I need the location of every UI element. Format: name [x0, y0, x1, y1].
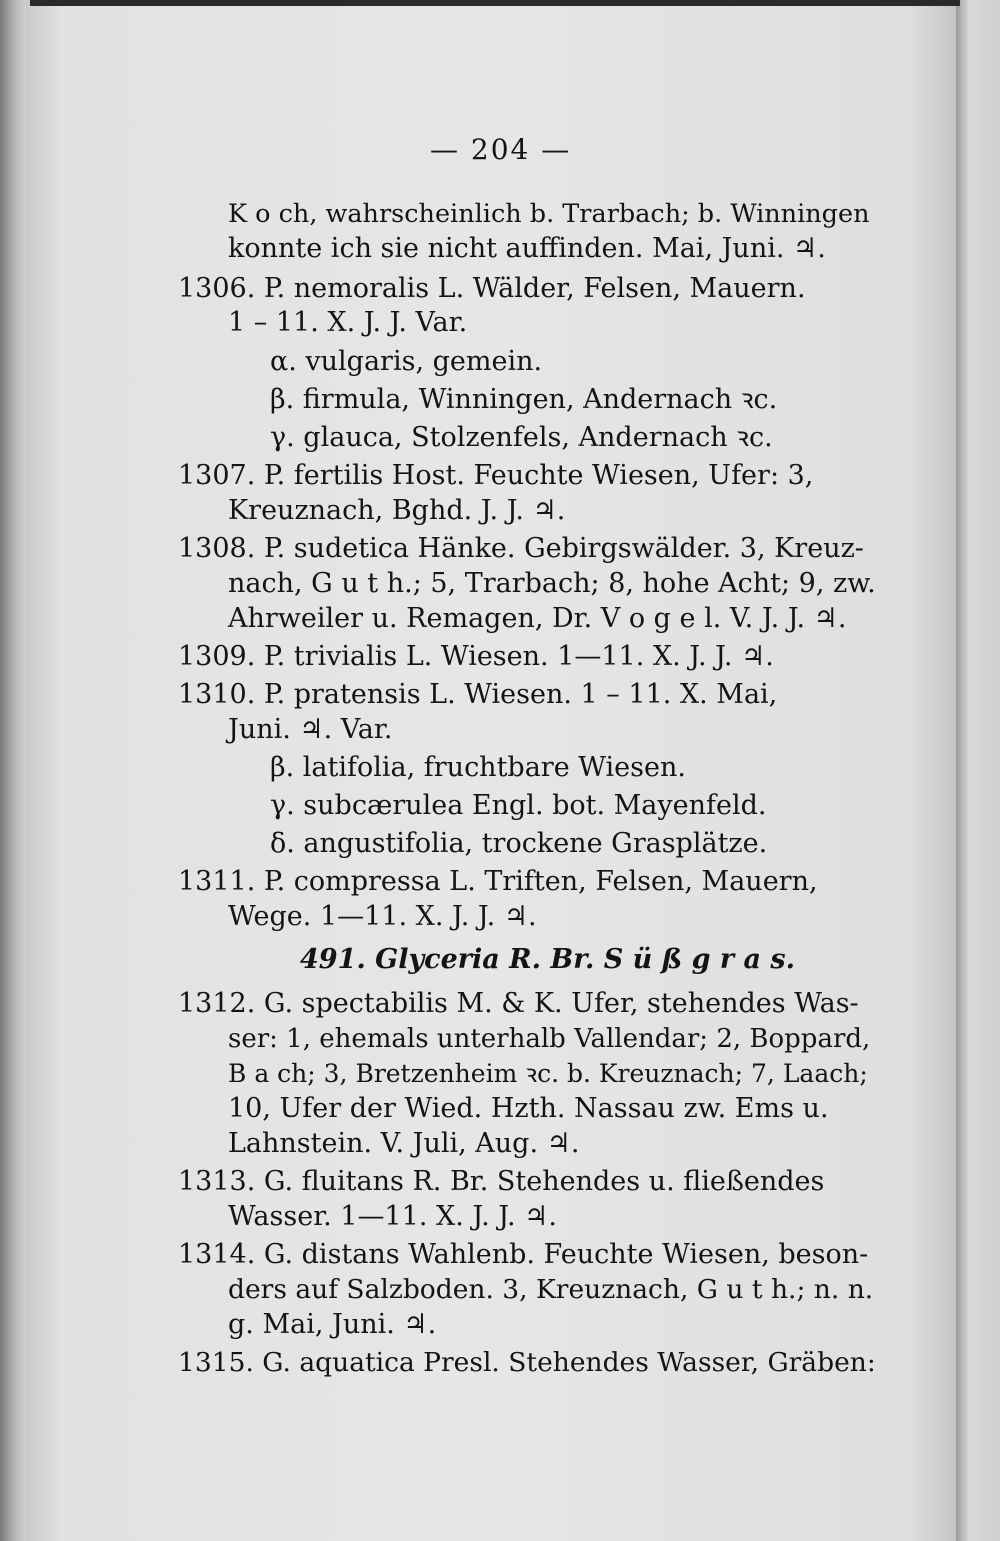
text-line: nach, G u t h.; 5, Trarbach; 8, hohe Acht; 9, zw.	[228, 568, 876, 599]
variety-line: δ. angustifolia, trockene Grasplätze.	[270, 828, 768, 859]
page-number: — 204 —	[430, 133, 572, 166]
entry-1310: 1310. P. pratensis L. Wiesen. 1 – 11. X. Mai,	[178, 679, 778, 710]
text-line: Wege. 1—11. X. J. J. ♃.	[228, 901, 537, 932]
text-line: Juni. ♃. Var.	[228, 714, 393, 745]
entry-1313: 1313. G. fluitans R. Br. Stehendes u. fließendes	[178, 1166, 825, 1197]
book-binding	[0, 0, 26, 1541]
entry-1309: 1309. P. trivialis L. Wiesen. 1—11. X. J. J. ♃.	[178, 641, 774, 672]
text-line: Wasser. 1—11. X. J. J. ♃.	[228, 1201, 557, 1232]
entry-1307: 1307. P. fertilis Host. Feuchte Wiesen, Ufer: 3,	[178, 460, 814, 491]
text-line: g. Mai, Juni. ♃.	[228, 1309, 437, 1340]
page-edge	[956, 0, 1000, 1541]
entry-1312: 1312. G. spectabilis M. & K. Ufer, stehendes Was-	[178, 988, 859, 1019]
text-line: Kreuznach, Bghd. J. J. ♃.	[228, 495, 566, 526]
text-line: Lahnstein. V. Juli, Aug. ♃.	[228, 1128, 580, 1159]
entry-1314: 1314. G. distans Wahlenb. Feuchte Wiesen, beson-	[178, 1239, 869, 1270]
text-line: 1 – 11. X. J. J. Var.	[228, 307, 468, 338]
variety-line: α. vulgaris, gemein.	[270, 346, 543, 377]
variety-line: β. latifolia, fruchtbare Wiesen.	[270, 752, 686, 783]
variety-line: γ. subcærulea Engl. bot. Mayenfeld.	[270, 790, 767, 821]
text-line: konnte ich sie nicht auffinden. Mai, Juni. ♃.	[228, 233, 826, 264]
text-line: B a ch; 3, Bretzenheim ꝛc. b. Kreuznach; 7, Laach;	[228, 1059, 868, 1088]
text-line: 10, Ufer der Wied. Hzth. Nassau zw. Ems u.	[228, 1093, 829, 1124]
entry-1308: 1308. P. sudetica Hänke. Gebirgswälder. 3, Kreuz-	[178, 533, 864, 564]
entry-1311: 1311. P. compressa L. Triften, Felsen, Mauern,	[178, 866, 818, 897]
genus-heading: 491. Glyceria R. Br. S ü ß g r a s.	[300, 944, 796, 975]
variety-line: γ. glauca, Stolzenfels, Andernach ꝛc.	[270, 422, 773, 453]
entry-1315: 1315. G. aquatica Presl. Stehendes Wasser, Gräben:	[178, 1347, 876, 1378]
text-line: Ahrweiler u. Remagen, Dr. V o g e l. V. J. J. ♃.	[228, 603, 847, 634]
top-rule	[30, 0, 960, 6]
text-line: ser: 1, ehemals unterhalb Vallendar; 2, Boppard,	[228, 1024, 871, 1054]
text-line: ders auf Salzboden. 3, Kreuznach, G u t h.; n. n.	[228, 1274, 874, 1305]
variety-line: β. firmula, Winningen, Andernach ꝛc.	[270, 384, 778, 415]
entry-1306: 1306. P. nemoralis L. Wälder, Felsen, Mauern.	[178, 273, 806, 304]
text-line: K o ch, wahrscheinlich b. Trarbach; b. Winningen	[228, 199, 870, 229]
